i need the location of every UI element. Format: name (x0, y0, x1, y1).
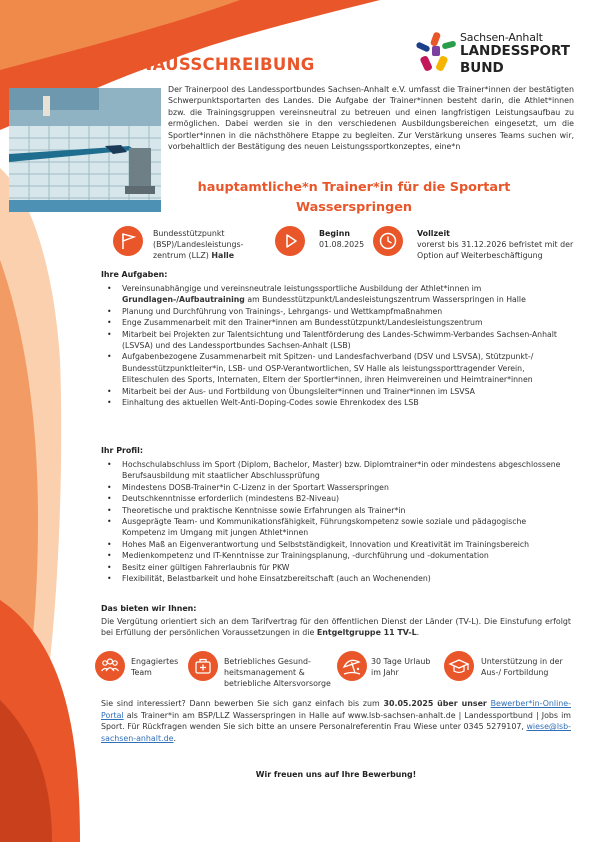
time-line-1: vorerst bis 31.12.2026 befristet mit der (417, 240, 574, 250)
play-icon (275, 226, 305, 256)
location-line-2: (BSP)/Landesleistungs- (153, 240, 244, 250)
task-text: Vereinsunabhängige und vereinsneutrale leistungssportliche Ausbildung der Athlet*innen im (122, 284, 482, 293)
contact-email-link[interactable]: wiese@lsb-sachsen-anhalt.de (101, 722, 571, 743)
profile-list (101, 459, 571, 584)
tasks-list (101, 283, 571, 408)
task-item (101, 317, 571, 328)
task-text: Planung und Durchführung von Trainings-, Lehrgangs- und Wettkampfmaßnahmen (122, 306, 443, 316)
flag-icon (113, 226, 143, 256)
applicant-portal-link[interactable]: Bewerber*in-Online-Portal (101, 699, 571, 720)
profile-item: • Ausgeprägte Team- und Kommunikationsfähigkeit, Führungskompetenz sowie soziale und pädagogische Kompetenz im Umgang mit jungen Athlet*innen (101, 516, 571, 539)
time-info (417, 228, 592, 262)
location-line-1: Bundesstützpunkt (153, 229, 225, 238)
offer-paragraph (101, 616, 571, 639)
time-line-2: Option auf Weiterbeschäftigung (417, 251, 543, 261)
benefit-vacation-line-2: im Jahr (371, 668, 399, 677)
task-item (101, 306, 571, 317)
time-label: Vollzeit (417, 229, 450, 238)
profile-heading: Ihr Profil: (101, 446, 143, 455)
task-emphasis: Grundlagen-/Aufbautraining (122, 295, 245, 305)
profile-item: • Flexibilität, Belastbarkeit und hohe Einsatzbereitschaft (auch an Wochenenden) (101, 573, 571, 584)
offer-end: . (416, 628, 420, 638)
benefit-team-line-2: Team (131, 668, 152, 677)
profile-item: • Hohes Maß an Eigenverantwortung und Selbstständigkeit, Innovation und Kreativität im Trainingsbereich (101, 539, 571, 550)
benefit-health-line-2: heitsmanagement & (224, 668, 305, 677)
task-text-end: am Bundesstützpunkt/Landesleistungszentrum Wasserspringen in Halle (244, 295, 526, 305)
logo-line-bund: BUND (460, 60, 504, 76)
location-line-3 (153, 250, 265, 261)
benefit-team-line-1: Engagiertes (131, 657, 179, 666)
intro-paragraph: Der Trainerpool des Landessportbundes Sachsen-Anhalt e.V. umfasst die Trainer*innen der bestätigten Schwerpunktsportarten des Landes. Die Aufgabe der Trainer*innen besteht darin, die Athlet*innen bzw. die Trainingsgruppen vereinsneutral zu betreuen und einen langfristigen Leistungsaufbau zu ermöglichen. Dabei werden sie in den verschiedenen Ausbildungsbereichen eingesetzt, um die Sportler*innen in die nächsthöhere Etappe zu begleiten. Zur Verstärkung unseres Teams suchen wir, vorbehaltlich der Bestätigung des neuen Leistungssportkonzeptes, eine*n (168, 85, 574, 152)
apply-text-4: als Trainer*in am BSP/LLZ Wasserspringen in Halle auf www.lsb-sachsen-anhalt.de | Landessportbund | Jobs im Sport. Für Rückfragen wenden Sie sich bitte an unsere Personalreferentin Frau Wiese unter 0345 5279107, (101, 710, 571, 732)
job-title-line-2: Wasserspringen (295, 200, 413, 215)
location-city: Halle (211, 251, 235, 261)
profile-item: • Mindestens DOSB-Trainer*in C-Lizenz in der Sportart Wasserspringen (101, 482, 571, 493)
profile-item: • Theoretische und praktische Kenntnisse sowie Erfahrungen als Trainer*in (101, 505, 571, 516)
task-item (101, 397, 571, 408)
job-title (168, 178, 540, 218)
lsb-star-logo-icon (412, 30, 460, 78)
logo-line-landessport: LANDESSPORT (460, 43, 570, 59)
benefit-training-line-1: Unterstützung in der (481, 657, 563, 666)
profile-item: • Medienkompetenz und IT-Kenntnisse zur Trainingsplanung, -durchführung und -dokumentation (101, 550, 571, 561)
profile-item: • Deutschkenntnisse erforderlich (mindestens B2-Niveau) (101, 493, 571, 504)
task-text: Mitarbeit bei der Aus- und Fortbildung von Übungsleiter*innen und Trainer*innen im LSVSA (122, 386, 475, 396)
benefit-vacation-line-1: 30 Tage Urlaub (371, 657, 431, 666)
benefit-training-line-2: Aus-/ Fortbildung (481, 668, 549, 677)
team-icon (95, 651, 125, 681)
task-text: Einhaltung des aktuellen Welt-Anti-Doping-Codes sowie Ehrenkodex des LSB (122, 398, 419, 408)
graduation-cap-icon (444, 651, 474, 681)
task-text: Enge Zusammenarbeit mit den Trainer*innen am Bundesstützpunkt/Landesleistungszentrum (122, 318, 483, 328)
benefit-health-line-3: betriebliche Altersvorsorge (224, 679, 331, 688)
page-title: STELLENAUSSCHREIBUNG (70, 55, 315, 74)
offer-heading: Das bieten wir Ihnen: (101, 604, 197, 613)
task-item (101, 351, 571, 385)
clock-icon (373, 226, 403, 256)
apply-text-1: Sie sind interessiert? Dann bewerben Sie sich ganz einfach bis zum (101, 699, 384, 708)
task-text: Aufgabenbezogene Zusammenarbeit mit Spitzen- und Landesfachverband (DSV und LSVSA), Stützpunkt-/ Bundesstützpunktleiter*in, LSB- und OSP-Verantwortlichen, SV Halle als leistungssporttragender Verein, Eliteschulen des Sports, Internaten, Eltern der Sportler*innen, ihren Heimvereinen und Heimtrainer*innen (122, 352, 534, 385)
offer-text: Die Vergütung orientiert sich an dem Tarifvertrag für den öffentlichen Dienst der Länder (TV-L). Die Einstufung erfolgt bei Erfüllung der persönlichen Voraussetzungen in die (101, 617, 571, 638)
landessportbund-logo[interactable] (412, 30, 582, 78)
offer-pay-grade: Entgeltgruppe 11 TV-L (316, 628, 417, 638)
benefit-training-text (481, 656, 581, 678)
job-title-line-1: hauptamtliche*n Trainer*in für die Sportart (197, 180, 511, 195)
location-info (153, 228, 265, 262)
benefit-health-line-1: Betriebliches Gesund- (224, 657, 311, 666)
profile-item: • Besitz einer gültigen Fahrerlaubnis für PKW (101, 562, 571, 573)
start-date: 01.08.2025 (319, 240, 365, 250)
apply-via: über unser (437, 699, 487, 708)
task-item (101, 386, 571, 397)
apply-text-5: . (173, 733, 176, 743)
start-label: Beginn (319, 229, 350, 238)
diving-board-photo (9, 88, 161, 212)
task-item (101, 283, 571, 306)
task-item (101, 329, 571, 352)
benefit-team-text (131, 656, 193, 678)
logo-line-region: Sachsen-Anhalt (460, 31, 543, 44)
apply-deadline: 30.05.2025 (383, 699, 434, 708)
start-info (319, 228, 379, 250)
closing-text: Wir freuen uns auf Ihre Bewerbung! (255, 770, 417, 779)
benefit-vacation-text (371, 656, 451, 678)
beach-umbrella-icon (337, 651, 367, 681)
task-text: Mitarbeit bei Projekten zur Talentsichtung und Talentförderung des Landes-Schwimm-Verbandes Sachsen-Anhalt (LSVSA) und des Landessportbundes Sachsen-Anhalt (LSB) (122, 329, 557, 351)
tasks-heading: Ihre Aufgaben: (101, 270, 168, 279)
profile-item: • Hochschulabschluss im Sport (Diplom, Bachelor, Master) bzw. Diplomtrainer*in oder mindestens abgeschlossene Berufsausbildung mit staatlicher Abschlussprüfung (101, 459, 571, 482)
medical-bag-icon (188, 651, 218, 681)
benefit-health-text (224, 656, 354, 689)
location-line-3-text: zentrum (LLZ) (153, 251, 212, 261)
application-paragraph (101, 698, 571, 744)
